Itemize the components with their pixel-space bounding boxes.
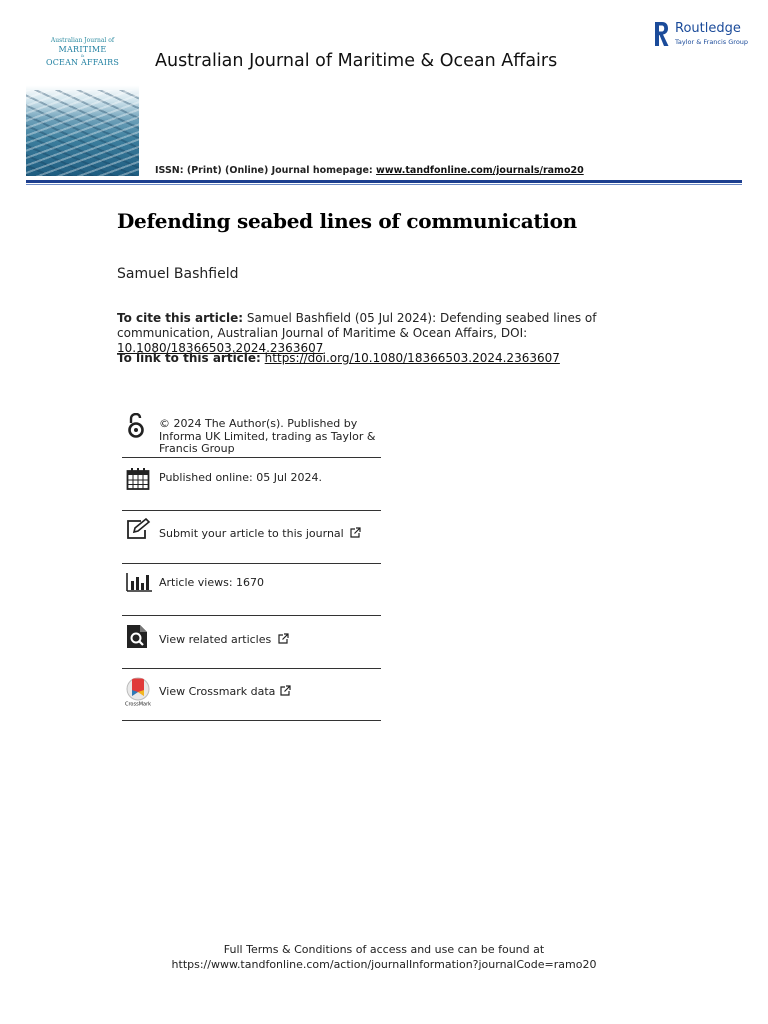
routledge-logo[interactable] [653,21,749,49]
info-divider [122,668,381,669]
routledge-r-icon [653,21,669,47]
edit-icon [126,518,152,540]
info-divider [122,563,381,564]
header-divider-thin [26,184,742,185]
article-title: Defending seabed lines of communication [117,209,577,233]
cover-title-line-2: MARITIME [58,45,107,54]
external-link-icon [278,633,289,644]
related-row[interactable] [122,623,381,668]
issn-line [155,165,584,176]
article-author: Samuel Bashfield [117,266,239,282]
cite-text: Samuel Bashfield (05 Jul 2024): Defending seabed lines of communication, Australian Journal of Maritime & Ocean Affairs, DOI: [117,311,597,340]
journal-homepage-link[interactable]: www.tandfonline.com/journals/ramo20 [376,165,584,176]
related-label: View related articles [159,633,272,646]
article-doi-url[interactable]: https://doi.org/10.1080/18366503.2024.2363607 [264,351,560,365]
info-divider [122,615,381,616]
submit-link[interactable] [159,527,361,541]
crossmark-link[interactable] [159,685,291,699]
publisher-name: Routledge [675,21,741,36]
cover-title-line-3: & [80,53,85,58]
info-divider [122,457,381,458]
footer-terms-text: Full Terms & Conditions of access and use can be found at [223,943,545,956]
crossmark-badge-text: CrossMark [125,701,151,707]
issn-label: ISSN: (Print) (Online) Journal homepage: [155,165,373,176]
related-articles-link[interactable] [159,633,289,647]
published-row [122,465,381,510]
published-date: Published online: 05 Jul 2024. [159,471,322,484]
footer-terms-url[interactable]: https://www.tandfonline.com/action/journalInformation?journalCode=ramo20 [171,958,597,971]
views-row [122,570,381,615]
license-text: © 2024 The Author(s). Published by Informa UK Limited, trading as Taylor & Francis Group [159,417,376,455]
info-divider [122,510,381,511]
doi-link[interactable]: 10.1080/18366503.2024.2363607 [117,341,324,355]
open-access-icon [126,413,146,439]
article-views: Article views: 1670 [159,576,265,589]
journal-title: Australian Journal of Maritime & Ocean Affairs [155,51,558,71]
link-label: To link to this article: [117,351,261,365]
external-link-icon [280,685,291,696]
license-row [122,413,381,457]
crossmark-icon [125,677,151,707]
cover-title-line-1: Australian Journal of [50,37,115,44]
article-link-line [117,351,560,365]
search-document-icon [126,624,148,649]
calendar-icon [126,467,150,491]
cite-label: To cite this article: [117,311,244,325]
journal-cover [26,20,139,176]
cover-title-line-4: OCEAN AFFAIRS [45,58,120,67]
crossmark-row[interactable] [122,676,381,721]
submit-label: Submit your article to this journal [159,527,344,540]
info-divider [122,720,381,721]
header-divider [26,180,742,183]
crossmark-label: View Crossmark data [159,685,276,698]
external-link-icon [350,527,361,538]
publisher-group: Taylor & Francis Group [675,38,749,46]
bar-chart-icon [126,572,152,592]
cover-ocean-image [26,90,139,176]
submit-row[interactable] [122,518,381,563]
citation [117,311,677,356]
footer [0,942,768,972]
